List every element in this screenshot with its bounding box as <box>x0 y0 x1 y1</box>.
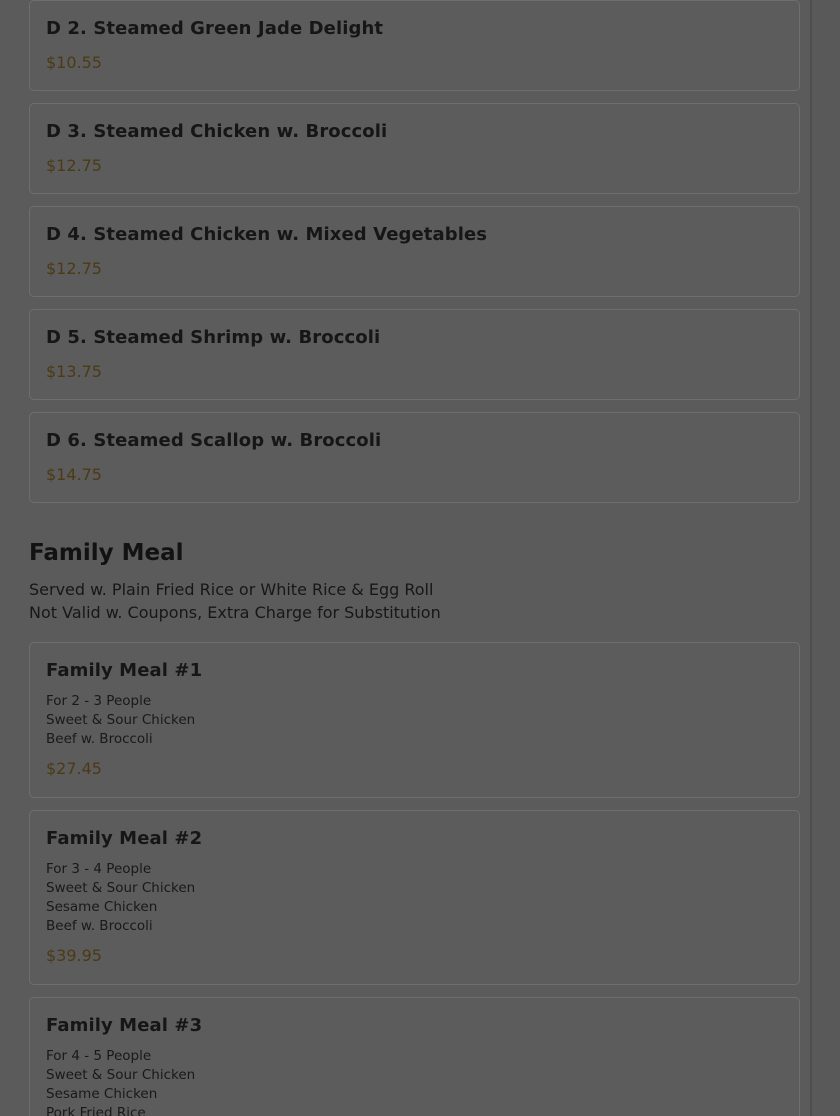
menu-item-title: Family Meal #2 <box>46 828 203 849</box>
description-line: For 4 - 5 People <box>46 1048 152 1064</box>
menu-item-price: $14.75 <box>46 465 102 484</box>
section-title: Family Meal <box>29 540 184 566</box>
menu-item-price: $39.95 <box>46 946 102 965</box>
description-line: Sesame Chicken <box>46 1086 158 1102</box>
description-line: Pork Fried Rice <box>46 1105 146 1116</box>
menu-item-title: D 2. Steamed Green Jade Delight <box>46 18 384 39</box>
section-note: Not Valid w. Coupons, Extra Charge for Substitution <box>29 603 441 622</box>
description-line: Sweet & Sour Chicken <box>46 712 196 728</box>
menu-item-card[interactable] <box>29 0 800 91</box>
menu-item-title: D 3. Steamed Chicken w. Broccoli <box>46 121 388 142</box>
menu-item-card[interactable] <box>29 103 800 194</box>
menu-item-price: $13.75 <box>46 362 102 381</box>
menu-item-card[interactable] <box>29 810 800 985</box>
menu-item-card[interactable] <box>29 412 800 503</box>
description-line: For 2 - 3 People <box>46 693 152 709</box>
menu-item-price: $27.45 <box>46 759 102 778</box>
description-line: Sweet & Sour Chicken <box>46 880 196 896</box>
section-note: Served w. Plain Fried Rice or White Rice & Egg Roll <box>29 580 434 599</box>
menu-item-card[interactable] <box>29 309 800 400</box>
menu-item-description <box>46 860 195 936</box>
description-line: Beef w. Broccoli <box>46 918 153 934</box>
menu-item-card[interactable] <box>29 642 800 798</box>
description-line: Sweet & Sour Chicken <box>46 1067 196 1083</box>
menu-item-title: D 4. Steamed Chicken w. Mixed Vegetables <box>46 224 488 245</box>
menu-item-card[interactable] <box>29 997 800 1116</box>
menu-item-price: $12.75 <box>46 156 102 175</box>
menu-item-description <box>46 692 195 749</box>
menu-item-title: Family Meal #3 <box>46 1015 203 1036</box>
menu-item-title: Family Meal #1 <box>46 660 203 681</box>
menu-item-card[interactable] <box>29 206 800 297</box>
menu-item-description <box>46 1047 195 1116</box>
menu-item-price: $10.55 <box>46 53 102 72</box>
description-line: Sesame Chicken <box>46 899 158 915</box>
menu-item-title: D 6. Steamed Scallop w. Broccoli <box>46 430 382 451</box>
description-line: For 3 - 4 People <box>46 861 152 877</box>
menu-item-price: $12.75 <box>46 259 102 278</box>
description-line: Beef w. Broccoli <box>46 731 153 747</box>
scroll-gutter[interactable] <box>810 0 840 1116</box>
menu-item-title: D 5. Steamed Shrimp w. Broccoli <box>46 327 381 348</box>
